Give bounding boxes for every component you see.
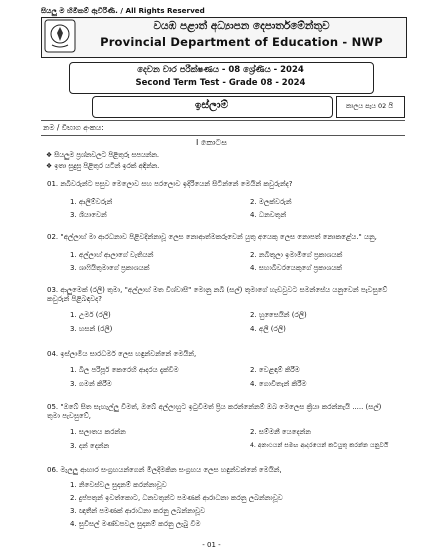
answer-option[interactable]: 1. උමර් (රලි) (70, 311, 111, 319)
answer-option[interactable]: 2. නබිතුලා ඉමාමිගේ ප්‍රකාශයක් (250, 251, 343, 259)
answer-option[interactable]: 3. ශාෆියිතුමාගේ ප්‍රකාශයක් (70, 264, 150, 272)
name-index-label: නම / විභාග අංකය: (43, 123, 104, 132)
answer-option[interactable]: 2. වෙළඳාම් කිරීම (250, 366, 300, 374)
answer-option[interactable]: 1. නිවෙස්වල සුදානම් කරන්නාවූව (70, 481, 167, 489)
question-text: 02. "අල්ලාහ් මා ආරධනාව පිළිවදින්නාවූ ලෙස නොආත්මකරුවෙන් යුතු අයෙකු ලෙස නොපත් නොකළේය." යනු, (47, 233, 377, 241)
subject-title: ඉස්ලාම් (194, 99, 229, 111)
diamond-bullet-icon: ❖ (46, 151, 55, 159)
answer-option[interactable]: 2. දුප්පතුන් ඉවත්කොට, ධනවතුන්ට පමණක් ආරාධනා කරනු ලබන්නාවූව (70, 494, 283, 502)
answer-option[interactable]: 4. අනාථයන් සමඟ ආදරයෙන් කටයුතු කරන්න යනුවයි (250, 442, 389, 449)
answer-option[interactable]: 3. ගමන් කිරීම (70, 380, 112, 388)
page-number: - 01 - (202, 541, 221, 549)
instruction-line: ❖ ඉතා සුදුසු පිළිතුර යටින් ඉරක් අඳින්න. (46, 162, 160, 170)
divider (41, 135, 405, 136)
answer-option[interactable]: 4. අලි (රලි) (250, 325, 286, 333)
answer-option[interactable]: 3. ඥාතීන් පමණක් ආරාධනා කරනු ලබන්නාවූව (70, 507, 206, 515)
question-text: 04. ඉස්ලාමීය සාරධර්ම ලෙස හඳුන්වන්නේ මෙයින්, (47, 350, 197, 358)
answer-option[interactable]: 4. ගොවිතැන් කිරීම (250, 380, 307, 388)
answer-option[interactable]: 2. හුසෛයින් (රලි) (250, 311, 307, 319)
answer-option[interactable]: 2. මලක්වරුන් (250, 198, 292, 206)
question-text: 03. ආලුමෙක් (රලි) තුමා, "අල්ලාහ් මත විශ්වාසි" මොනු නබි (සල්) තුමාගේ හැඩවුවට සමන්සේය යනුවෙන් පැවසුවේ කවුරුන් පිළිබඳවද? (47, 286, 388, 303)
answer-option[interactable]: 1. ආලිම්වරුන් (70, 198, 113, 206)
time-allowed: කාලය පැය 02 යි (345, 102, 394, 110)
instruction-line: ❖ සියලුම ප්‍රශ්නවලට පිළිතුරු සපයන්න. (46, 151, 160, 159)
department-title-english: Provincial Department of Education - NWP (100, 35, 383, 49)
answer-option[interactable]: 2. සම්මනී යෙදෙන්න (250, 428, 311, 436)
answer-option[interactable]: 1. අල්ලාහ් ආලාගේ වැතියන් (70, 251, 154, 259)
answer-option[interactable]: 3. ශියාවෙන් (70, 211, 107, 219)
question-text: 01. නබිවරුන්ට පසුව මෙලොව සහ පරලොව ඉදිරියෙන් සිටින්නේ මෙයින් කවුරුන්ද? (47, 180, 293, 188)
answer-option[interactable]: 1. බිල පරිපූර් කෙරෙහි ආදරය දැක්වීම (70, 366, 179, 374)
answer-option[interactable]: 3. දන් දෙන්න (70, 442, 110, 450)
question-text: 06. මැලලු ආහාර සංග්‍රහයන්ගෙන් මිලදීමකින සංග්‍රහය ලෙස හඳුන්වන්නේ මෙයින්, (47, 466, 282, 474)
rights-notice: සියලු ම හිමිකම් ඇවිරිණි. / All Rights Reserved (41, 6, 205, 15)
department-title-sinhala: වයඹ පළාත් අධ්‍යාපන දෙපාර්තමේන්තුව (153, 20, 330, 32)
exam-title-english: Second Term Test - Grade 08 - 2024 (135, 78, 306, 88)
part-heading: I කොටස (196, 138, 227, 147)
answer-option[interactable]: 4. සුවිසල් මණ්ඩපවල සුදානම් කරනු ලැබු වීම (70, 520, 201, 528)
provincial-emblem-icon (44, 19, 76, 53)
answer-option[interactable]: 4. ධනවතුන් (250, 211, 287, 219)
answer-option[interactable]: 3. හසන් (රලි) (70, 325, 113, 333)
diamond-bullet-icon: ❖ (46, 162, 55, 170)
question-text: 05. "ඔබේ සිත සැහැල්ලු විමත්, ඔබේ අල්ලාහුට ඉටුවීමත් ප්‍රිය කරන්නේනම් ඔබ මෙලෙස ක්‍රියා කරන්නැයි ..... (සල්) තුමා පැවසුවේ, (47, 403, 382, 420)
divider (41, 120, 405, 121)
answer-option[interactable]: 1. සලාතය කරන්න (70, 428, 126, 436)
answer-option[interactable]: 4. සහාබිවරයෙකුගේ ප්‍රකාශයක් (250, 264, 342, 272)
exam-title-sinhala: දෙවන වාර පරීක්ෂණය - 08 ශ්‍රේණිය - 2024 (137, 65, 304, 75)
